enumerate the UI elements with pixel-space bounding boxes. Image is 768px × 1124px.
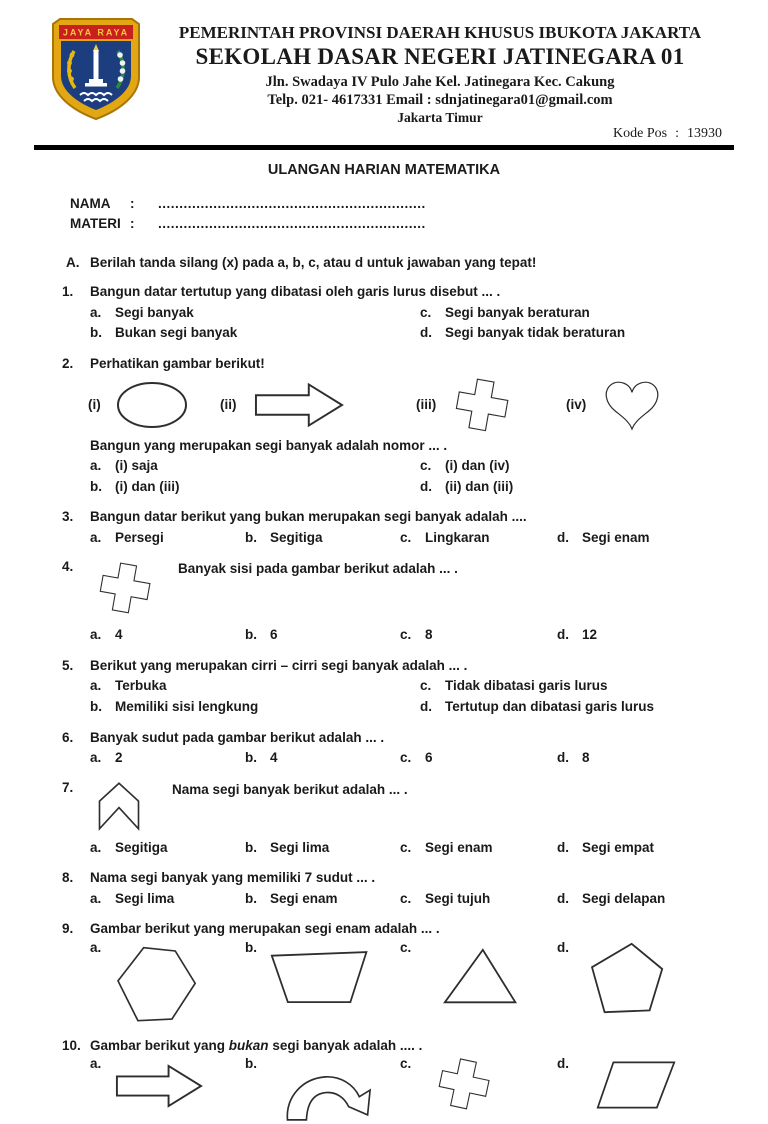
school-address: Jln. Swadaya IV Pulo Jahe Kel. Jatinegara Kec. Cakung bbox=[265, 73, 615, 90]
question-list bbox=[62, 283, 740, 1124]
question-9-option-b: b. bbox=[245, 940, 400, 1024]
question-3-text: Bangun datar berikut yang bukan merupakan segi banyak adalah .... bbox=[90, 509, 527, 525]
question-5-text: Berikut yang merupakan cirri – cirri segi banyak adalah ... . bbox=[90, 657, 468, 673]
ellipse-figure bbox=[116, 381, 188, 429]
question-1-option-c: c. Segi banyak beraturan bbox=[420, 304, 590, 320]
question-7-option-a: a. Segitiga bbox=[90, 839, 168, 855]
right-arrow-figure bbox=[115, 1064, 203, 1108]
question-3-option-c: c. Lingkaran bbox=[400, 529, 490, 545]
question-4-option-d: d. 12 bbox=[557, 627, 598, 643]
question-7-option-b: b. Segi lima bbox=[245, 839, 330, 855]
cross-figure bbox=[98, 559, 152, 617]
question-10-italic-word: bukan bbox=[228, 1037, 269, 1053]
school-contact: Telp. 021- 4617331 Email : sdnjatinegara01@gmail.com bbox=[267, 91, 613, 108]
section-a-label: A. bbox=[66, 255, 80, 271]
question-9-option-c: c. bbox=[400, 940, 557, 1024]
materi-field-row bbox=[70, 214, 768, 234]
student-form bbox=[70, 194, 768, 233]
question-2-figures bbox=[88, 377, 740, 433]
question-5-option-b: b. Memiliki sisi lengkung bbox=[90, 698, 259, 714]
question-3-option-a: a. Persegi bbox=[90, 529, 164, 545]
question-9-option-d: d. bbox=[557, 940, 740, 1024]
question-6-option-c: c. 6 bbox=[400, 750, 433, 766]
svg-text:JAYA RAYA: JAYA RAYA bbox=[62, 27, 130, 38]
postal-code-value: 13930 bbox=[687, 126, 722, 142]
question-1-option-a: a. Segi banyak bbox=[90, 304, 194, 320]
question-8 bbox=[62, 869, 740, 907]
question-6-text: Banyak sudut pada gambar berikut adalah ... . bbox=[90, 729, 385, 745]
nama-colon: : bbox=[130, 196, 135, 212]
hexagon-figure bbox=[115, 946, 199, 1024]
jakarta-shield-icon bbox=[48, 17, 144, 121]
cross-figure bbox=[437, 1056, 491, 1112]
right-arrow-figure bbox=[254, 382, 344, 428]
question-2-option-c: c. (i) dan (iv) bbox=[420, 458, 510, 474]
question-5-number: 5. bbox=[62, 657, 74, 673]
question-2-option-d: d. (ii) dan (iii) bbox=[420, 478, 514, 494]
postal-code-separator: : bbox=[675, 126, 679, 142]
question-8-text: Nama segi banyak yang memiliki 7 sudut ... . bbox=[90, 870, 376, 886]
question-4-option-b: b. 6 bbox=[245, 627, 278, 643]
question-3-number: 3. bbox=[62, 509, 74, 525]
question-6-option-b: b. 4 bbox=[245, 750, 278, 766]
materi-fill-line: ............................................................... bbox=[158, 215, 426, 231]
nama-fill-line: ............................................................... bbox=[158, 196, 426, 212]
school-city: Jakarta Timur bbox=[397, 109, 483, 125]
question-4-number: 4. bbox=[62, 559, 74, 575]
question-5-option-d: d. Tertutup dan dibatasi garis lurus bbox=[420, 698, 655, 714]
question-3-option-d: d. Segi enam bbox=[557, 529, 650, 545]
question-4-option-a: a. 4 bbox=[90, 627, 123, 643]
question-1-text: Bangun datar tertutup yang dibatasi oleh garis lurus disebut ... . bbox=[90, 284, 501, 300]
question-5-option-c: c. Tidak dibatasi garis lurus bbox=[420, 678, 608, 694]
letterhead-text bbox=[152, 14, 728, 126]
question-4-option-c: c. 8 bbox=[400, 627, 433, 643]
question-3 bbox=[62, 508, 740, 546]
question-5 bbox=[62, 657, 740, 716]
question-8-option-b: b. Segi enam bbox=[245, 890, 338, 906]
nama-label: NAMA bbox=[70, 196, 111, 212]
cross-figure bbox=[454, 377, 510, 433]
triangle-figure bbox=[443, 948, 519, 1006]
letterhead bbox=[0, 0, 768, 126]
question-4-text: Banyak sisi pada gambar berikut adalah ... . bbox=[178, 561, 458, 577]
figure-i-label: (i) bbox=[88, 397, 101, 413]
jakarta-coat-of-arms-logo bbox=[48, 14, 152, 126]
question-6 bbox=[62, 729, 740, 767]
chevron-figure bbox=[96, 780, 142, 832]
letterhead-divider-rule bbox=[34, 145, 734, 150]
question-1 bbox=[62, 283, 740, 342]
materi-label: MATERI bbox=[70, 215, 121, 231]
question-4 bbox=[62, 559, 740, 644]
nama-field-row bbox=[70, 194, 768, 214]
question-6-number: 6. bbox=[62, 729, 74, 745]
question-7-text: Nama segi banyak berikut adalah ... . bbox=[172, 781, 408, 797]
question-2-option-a: a. (i) saja bbox=[90, 458, 158, 474]
question-6-option-d: d. 8 bbox=[557, 750, 590, 766]
question-1-option-b: b. Bukan segi banyak bbox=[90, 325, 238, 341]
materi-colon: : bbox=[130, 215, 135, 231]
curved-arrow-figure bbox=[278, 1062, 382, 1124]
question-9-text: Gambar berikut yang merupakan segi enam adalah ... . bbox=[90, 921, 440, 937]
exam-title: ULANGAN HARIAN MATEMATIKA bbox=[267, 162, 501, 179]
pentagon-figure bbox=[590, 942, 666, 1014]
government-line: PEMERINTAH PROVINSI DAERAH KHUSUS IBUKOTA JAKARTA bbox=[178, 23, 702, 42]
question-10-option-d: d. bbox=[557, 1056, 740, 1124]
question-9 bbox=[62, 920, 740, 1024]
question-2 bbox=[62, 355, 740, 495]
parallelogram-figure bbox=[596, 1060, 676, 1110]
postal-code-line bbox=[0, 126, 768, 142]
question-8-option-c: c. Segi tujuh bbox=[400, 890, 491, 906]
figure-iii-label: (iii) bbox=[416, 397, 437, 413]
question-7-number: 7. bbox=[62, 779, 74, 795]
question-10 bbox=[62, 1037, 740, 1124]
question-2-number: 2. bbox=[62, 356, 74, 372]
trapezoid-figure bbox=[270, 950, 370, 1006]
question-8-number: 8. bbox=[62, 870, 74, 886]
question-8-option-d: d. Segi delapan bbox=[557, 890, 666, 906]
question-10-number: 10. bbox=[62, 1037, 81, 1053]
question-9-option-a: a. bbox=[90, 940, 245, 1024]
question-10-option-c: c. bbox=[400, 1056, 557, 1124]
question-1-option-d: d. Segi banyak tidak beraturan bbox=[420, 325, 626, 341]
question-7 bbox=[62, 780, 740, 857]
heart-figure bbox=[602, 378, 662, 432]
figure-ii-label: (ii) bbox=[220, 397, 237, 413]
figure-iv-label: (iv) bbox=[566, 397, 587, 413]
question-1-number: 1. bbox=[62, 284, 74, 300]
question-5-option-a: a. Terbuka bbox=[90, 678, 167, 694]
question-9-number: 9. bbox=[62, 921, 74, 937]
question-10-option-b: b. bbox=[245, 1056, 400, 1124]
question-2-option-b: b. (i) dan (iii) bbox=[90, 478, 180, 494]
question-2-subtext: Bangun yang merupakan segi banyak adalah nomor ... . bbox=[90, 437, 448, 453]
question-8-option-a: a. Segi lima bbox=[90, 890, 175, 906]
question-2-text: Perhatikan gambar berikut! bbox=[90, 356, 265, 372]
question-10-text: Gambar berikut yang bukan segi banyak adalah .... . bbox=[90, 1037, 423, 1053]
postal-code-label: Kode Pos bbox=[613, 126, 668, 142]
question-6-option-a: a. 2 bbox=[90, 750, 123, 766]
school-name: SEKOLAH DASAR NEGERI JATINEGARA 01 bbox=[195, 44, 685, 70]
question-7-option-d: d. Segi empat bbox=[557, 839, 655, 855]
section-a-instruction: Berilah tanda silang (x) pada a, b, c, atau d untuk jawaban yang tepat! bbox=[90, 255, 537, 271]
section-a-heading bbox=[66, 255, 726, 270]
question-3-option-b: b. Segitiga bbox=[245, 529, 323, 545]
question-10-option-a: a. bbox=[90, 1056, 245, 1124]
question-7-option-c: c. Segi enam bbox=[400, 839, 493, 855]
